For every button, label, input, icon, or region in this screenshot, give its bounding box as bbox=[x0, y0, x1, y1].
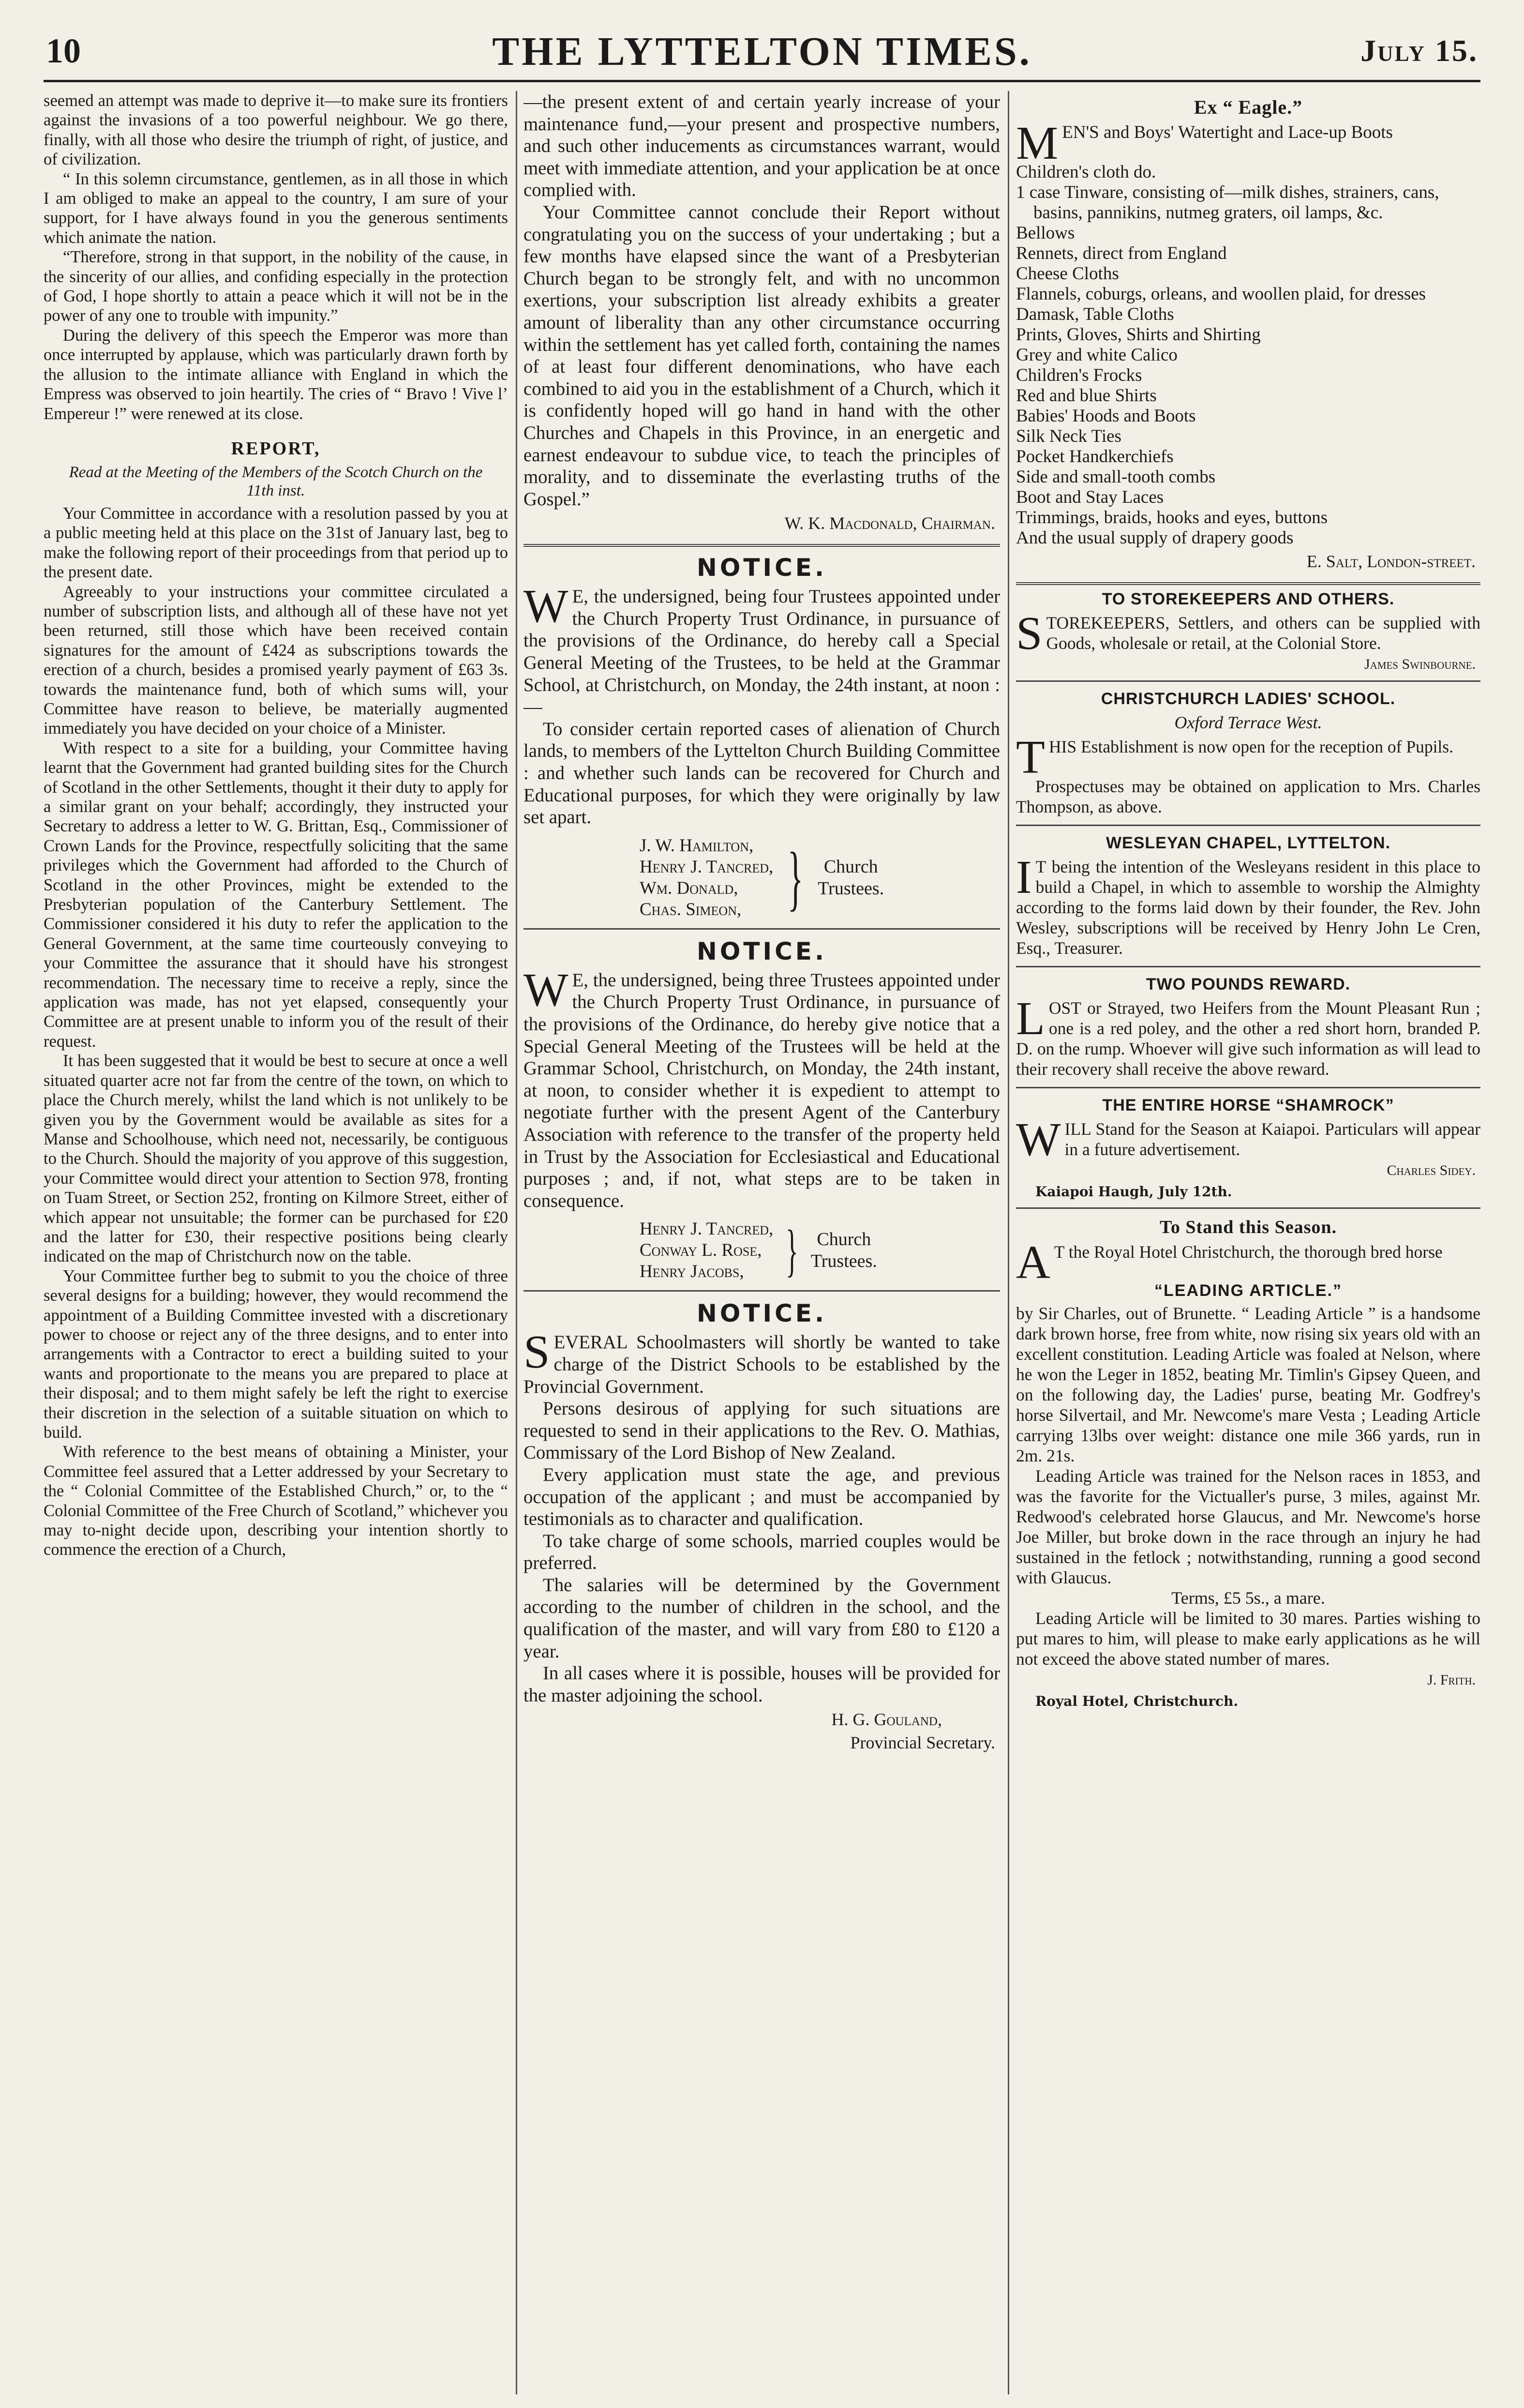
advert-wesleyan-chapel bbox=[1016, 834, 1480, 958]
advert-signature: J. Frith. bbox=[1427, 1672, 1476, 1688]
list-item: Side and small-tooth combs bbox=[1016, 467, 1216, 487]
drop-cap: T bbox=[1016, 731, 1045, 783]
list-item: And the usual supply of drapery goods bbox=[1016, 528, 1294, 548]
signature-name: H. G. Gouland, bbox=[831, 1710, 942, 1730]
article-paragraph: seemed an attempt was made to deprive it—to make sure its frontiers against the invasions of a too powerful neighbour. We go there, finally, with all those who desire the triumph of right, of justice, and of civilization. bbox=[44, 91, 508, 169]
goods-list bbox=[1016, 162, 1480, 548]
list-item: Prints, Gloves, Shirts and Shirting bbox=[1016, 325, 1261, 345]
stud-terms: Terms, £5 5s., a mare. bbox=[1171, 1588, 1325, 1608]
section-rule bbox=[1016, 1207, 1480, 1209]
report-paragraph: Your Committee cannot conclude their Report without congratulating you on the success of your undertaking ; but a few months have elapsed since the want of a Presbyterian Church began to be strongly felt, and with no uncommon exertions, your subscription list already exhibits a greater amount of liberality than any other circumstance occurring within the settlement has yet called forth, containing the names of at least four different denominations, who have each combined to aid you in the establishment of a Church, which it is confidently hoped will go hand in hand with the other Churches and Chapels in this Province, in an energetic and earnest endeavour to subdue vice, to teach the principles of morality, and to disseminate the everlasting truths of the Gospel.” bbox=[523, 201, 1000, 510]
section-rule bbox=[523, 544, 1000, 547]
list-item: Red and blue Shirts bbox=[1016, 386, 1157, 406]
column-divider bbox=[1008, 91, 1009, 2394]
issue-date: July 15. bbox=[1360, 33, 1478, 68]
advert-dateline: Royal Hotel, Christchurch. bbox=[1035, 1693, 1239, 1709]
list-item: Babies' Hoods and Boots bbox=[1016, 406, 1196, 426]
masthead bbox=[46, 24, 1478, 77]
drop-cap: W bbox=[523, 580, 568, 633]
section-rule bbox=[1016, 680, 1480, 682]
trustee-name: Wm. Donald, bbox=[640, 878, 738, 898]
article-paragraph: “ In this solemn circumstance, gentlemen, as in all those in which I am obliged to make an appeal to the country, I am sure of your support, for I have always found in you the generous sentiments which animate the nation. bbox=[44, 169, 508, 247]
trustee-signatures bbox=[523, 1219, 1000, 1282]
trustee-signatures bbox=[523, 835, 1000, 920]
advert-paragraph: STOREKEEPERS, Settlers, and others can be supplied with Goods, wholesale or retail, at the Colonial Store. bbox=[1016, 607, 1480, 660]
trustee-role-line: Trustees. bbox=[810, 1251, 877, 1272]
advert-heading: CHRISTCHURCH LADIES' SCHOOL. bbox=[1101, 690, 1396, 708]
advert-heading: TWO POUNDS REWARD. bbox=[1146, 975, 1351, 993]
column-divider bbox=[516, 91, 517, 2394]
drop-cap: M bbox=[1016, 117, 1059, 169]
report-paragraph: —the present extent of and certain yearly increase of your maintenance fund,—your present and prospective numbers, and such other inducements as circumstances warrant, would meet with immediate attention, and your application be at once complied with. bbox=[523, 91, 1000, 201]
advert-reward bbox=[1016, 975, 1480, 1079]
list-item: Boot and Stay Laces bbox=[1016, 487, 1164, 507]
advert-paragraph: Prospectuses may be obtained on application to Mrs. Charles Thompson, as above. bbox=[1016, 777, 1480, 816]
list-item: Silk Neck Ties bbox=[1016, 426, 1121, 446]
trustee-name: Henry Jacobs, bbox=[640, 1262, 744, 1282]
list-item: Flannels, coburgs, orleans, and woollen plaid, for dresses bbox=[1016, 284, 1426, 304]
advert-heading: Ex “ Eagle.” bbox=[1194, 96, 1303, 118]
signature-title: Provincial Secretary. bbox=[850, 1733, 995, 1753]
trustee-name: Henry J. Tancred, bbox=[640, 857, 774, 877]
notice-meeting-three-trustees bbox=[523, 937, 1000, 1283]
horse-name: “LEADING ARTICLE.” bbox=[1154, 1281, 1342, 1300]
section-rule bbox=[1016, 582, 1480, 585]
drop-cap: W bbox=[1016, 1114, 1061, 1166]
section-rule bbox=[1016, 825, 1480, 826]
drop-cap: W bbox=[523, 963, 568, 1016]
report-subtitle: Read at the Meeting of the Members of the Scotch Church on the 11th inst. bbox=[69, 463, 483, 499]
advert-paragraph: Leading Article was trained for the Nelson races in 1853, and was the favorite for the Victualler's purse, 3 miles, against Mr. Redwood's celebrated horse Glaucus, and Mr. Newcome's horse Joe Miller, but broke down in the race through an injury he had sustained in the fetlock ; notwithstanding, running a good second with Glaucus. bbox=[1016, 1466, 1480, 1587]
advert-signature: E. Salt, London-street. bbox=[1306, 552, 1476, 571]
notice-paragraph: The salaries will be determined by the Government according to the number of children in the school, and the qualification of the master, and will vary from £80 to £120 a year. bbox=[523, 1574, 1000, 1662]
section-rule bbox=[523, 1290, 1000, 1292]
report-paragraph: With reference to the best means of obtaining a Minister, your Committee feel assured that a Letter addressed by your Secretary to the “ Colonial Committee of the Established Church,” or, to the “ Colonial Committee of the Free Church of Scotland,” whichever you may to-night decide upon, describing your intention shortly to commence the erection of a Church, bbox=[44, 1443, 508, 1559]
page-number: 10 bbox=[46, 31, 81, 70]
newspaper-title: THE LYTTELTON TIMES. bbox=[492, 29, 1032, 74]
section-rule bbox=[1016, 1087, 1480, 1088]
goods-first-item: MEN'S and Boys' Watertight and Lace-up Boots bbox=[1016, 117, 1393, 169]
notice-paragraph: In all cases where it is possible, houses will be provided for the master adjoining the school. bbox=[523, 1663, 1000, 1706]
list-item: Pocket Handkerchiefs bbox=[1016, 447, 1174, 467]
trustee-name: Chas. Simeon, bbox=[640, 899, 742, 919]
report-paragraph: With respect to a site for a building, your Committee having learnt that the Government had granted building sites for the Church of Scotland in the other Settlements, thought it their duty to apply for a similar grant on your behalf; accordingly, they instructed your Secretary to address a letter to W. G. Brittan, Esq., Commissioner of Crown Lands for the Province, respectfully soliciting that the same privileges which the Government had afforded to the Church of Scotland in the other Provinces, might be extended to the Presbyterian population of the Canterbury Settlement. The Commissioner considered it his duty to refer the application to the General Government, at the same time courteously conveying to your Committee the assurance that it should have his strongest recommendation. The necessary time to receive a reply, since the application was made, has not yet elapsed, consequently your Committee are at present unable to inform you of the result of their request. bbox=[44, 738, 508, 1051]
drop-cap: S bbox=[523, 1326, 550, 1379]
notice-heading: NOTICE. bbox=[697, 937, 827, 965]
section-rule bbox=[1016, 966, 1480, 967]
drop-cap: L bbox=[1016, 993, 1045, 1045]
trustee-name: Henry J. Tancred, bbox=[640, 1219, 774, 1239]
list-item: Rennets, direct from England bbox=[1016, 243, 1227, 263]
notice-paragraph: Persons desirous of applying for such situations are requested to send in their applications to the Rev. O. Mathias, Commissary of the Lord Bishop of New Zealand. bbox=[523, 1398, 1000, 1463]
trustee-role-line: Trustees. bbox=[818, 878, 884, 899]
advert-subheading: Oxford Terrace West. bbox=[1174, 713, 1322, 732]
list-item: 1 case Tinware, consisting of—milk dishes, strainers, cans, basins, pannikins, nutmeg graters, oil lamps, &c. bbox=[1016, 182, 1439, 223]
advert-paragraph: WILL Stand for the Season at Kaiapoi. Particulars will appear in a future advertisement. bbox=[1016, 1114, 1480, 1166]
advert-heading: TO STOREKEEPERS AND OTHERS. bbox=[1102, 590, 1395, 608]
trustee-role-line: Church bbox=[817, 1229, 871, 1250]
trustee-name: Conway L. Rose, bbox=[640, 1240, 762, 1261]
column-3 bbox=[1016, 91, 1480, 2399]
notice-paragraph: W E, the undersigned, being four Trustees appointed under the Church Property Trust Ordinance, in pursuance of the provisions of the Ordinance, do hereby call a Special General Meeting of the Trustees, to be held at the Grammar School, at Christchurch, on Monday, the 24th instant, at noon :— bbox=[523, 580, 1000, 718]
list-item: Children's Frocks bbox=[1016, 365, 1142, 385]
advert-signature: James Swinbourne. bbox=[1364, 656, 1476, 672]
advert-heading: WESLEYAN CHAPEL, LYTTELTON. bbox=[1106, 834, 1391, 852]
trustee-name: J. W. Hamilton, bbox=[640, 835, 754, 856]
list-item: Trimmings, braids, hooks and eyes, buttons bbox=[1016, 508, 1328, 527]
advert-leading-article bbox=[1016, 1217, 1480, 1709]
advert-paragraph: by Sir Charles, out of Brunette. “ Leading Article ” is a handsome dark brown horse, free from white, now rising six years old with an excellent constitution. Leading Article was foaled at Nelson, where he won the Leger in 1852, beating Mr. Timlin's Gipsey Queen, and on the following day, the Ladies' purse, beating Mr. Godfrey's horse Silvertail, and Mr. Newcome's mare Vesta ; Leading Article carrying 13lbs over weight: distance one mile 366 yards, run in 2m. 21s. bbox=[1016, 1304, 1480, 1465]
brace-glyph: } bbox=[788, 837, 804, 918]
list-item: Cheese Cloths bbox=[1016, 264, 1119, 284]
advert-paragraph: THIS Establishment is now open for the reception of Pupils. bbox=[1016, 731, 1453, 783]
article-paragraph: During the delivery of this speech the Emperor was more than once interrupted by applause, which was particularly drawn forth by the allusion to the intimate alliance with England in which the Empress was observed to join heartily. The cries of “ Bravo ! Vive l’ Empereur !” were renewed at its close. bbox=[44, 326, 508, 423]
advert-storekeepers bbox=[1016, 590, 1480, 673]
advert-paragraph: A T the Royal Hotel Christchurch, the thorough bred horse bbox=[1016, 1236, 1443, 1289]
drop-cap: A bbox=[1016, 1236, 1050, 1289]
notice-paragraph: W E, the undersigned, being three Trustees appointed under the Church Property Trust Ordinance, in pursuance of the provisions of the Ordinance, do hereby give notice that a Special General Meeting of the Trustees will be held at the Grammar School, Christchurch, on Monday, the 24th instant, at noon, to consider whether it is expedient to attempt to negotiate further with the present Agent of the Canterbury Association with reference to the transfer of the property held in Trust by the Association for Ecclesiastical and Educational purposes ; and, if not, what steps are to be taken in consequence. bbox=[523, 963, 1000, 1211]
drop-cap: I bbox=[1016, 851, 1032, 903]
notice-paragraph: Every application must state the age, and previous occupation of the applicant ; and must be accompanied by testimonials as to character and qualification. bbox=[523, 1464, 1000, 1530]
advert-shamrock bbox=[1016, 1096, 1480, 1200]
list-item: Damask, Table Cloths bbox=[1016, 304, 1174, 324]
notice-heading: NOTICE. bbox=[697, 554, 827, 582]
article-paragraph: “Therefore, strong in that support, in the nobility of the cause, in the sincerity of our allies, and confiding especially in the protection of God, I hope shortly to attain a peace which it will not be in the power of any one to trouble with impunity.” bbox=[44, 248, 508, 325]
report-heading: REPORT, bbox=[231, 438, 321, 459]
report-signature: W. K. Macdonald, Chairman. bbox=[784, 513, 995, 533]
notice-schoolmasters bbox=[523, 1299, 1000, 1753]
list-item: Bellows bbox=[1016, 223, 1075, 243]
report-paragraph: Agreeably to your instructions your committee circulated a number of subscription lists, and although all of these have not yet been returned, still those which have been received contain signatures for the amount of £424 as subscriptions towards the erection of a church, besides a promised yearly payment of £63 3s. towards the maintenance fund, both of which sums will, your Committee have reason to believe, be materially augmented immediately you have decided on your choice of a Minister. bbox=[44, 582, 508, 738]
list-item: Grey and white Calico bbox=[1016, 345, 1178, 365]
advert-eagle bbox=[1016, 96, 1480, 572]
advert-heading: To Stand this Season. bbox=[1160, 1217, 1337, 1237]
notice-meeting-four-trustees bbox=[523, 554, 1000, 920]
report-paragraph: Your Committee further beg to submit to you the choice of three several designs for a building; however, they would recommend the appointment of a Building Committee invested with a discretionary power to choose or reject any of the three designs, and to enter into arrangements with a Contractor to erect a building suited to your wants and proportionate to the means you are prepared to place at their disposal; and to them might safely be left the right to exercise their discretion in the selection of a suitable situation on which to build. bbox=[44, 1266, 508, 1442]
notice-heading: NOTICE. bbox=[697, 1299, 827, 1328]
brace-glyph: } bbox=[786, 1218, 799, 1283]
advert-dateline: Kaiapoi Haugh, July 12th. bbox=[1035, 1184, 1232, 1200]
list-item: Children's cloth do. bbox=[1016, 162, 1156, 182]
notice-paragraph: To consider certain reported cases of alienation of Church lands, to members of the Lyttelton Church Building Committee : and whether such lands can be recovered for Church and Educational purposes, for which they were originally by law set apart. bbox=[523, 718, 1000, 828]
advert-ladies-school bbox=[1016, 690, 1480, 817]
column-2 bbox=[523, 91, 1000, 2399]
advert-paragraph: I T being the intention of the Wesleyans resident in this place to build a Chapel, in which to assemble to worship the Almighty according to the forms laid down by their founder, the Rev. John Wesley, subscriptions will be received by Henry John Le Cren, Esq., Treasurer. bbox=[1016, 851, 1480, 958]
report-paragraph: Your Committee in accordance with a resolution passed by you at a public meeting held at this place on the 31st of January last, beg to make the following report of their proceedings from that period up to the present date. bbox=[44, 504, 508, 582]
drop-cap: S bbox=[1016, 607, 1043, 660]
advert-heading: THE ENTIRE HORSE “SHAMROCK” bbox=[1102, 1096, 1394, 1114]
notice-paragraph: To take charge of some schools, married couples would be preferred. bbox=[523, 1530, 1000, 1574]
section-rule bbox=[523, 928, 1000, 930]
advert-paragraph: Leading Article will be limited to 30 mares. Parties wishing to put mares to him, will please to make early applications as he will not exceed the above stated number of mares. bbox=[1016, 1609, 1480, 1669]
report-paragraph: It has been suggested that it would be best to secure at once a well situated quarter acre not far from the centre of the town, on which to place the Church merely, whilst the land which is not unlikely to be given you by the Government would be available as sites for a Manse and Schoolhouse, which need not, necessarily, be contiguous to the Church. Should the majority of you approve of this suggestion, your Committee would direct your attention to Section 978, fronting on Tuam Street, or Section 252, fronting on Kilmore Street, either of which appear not unsuitable; the former can be purchased for £20 and the latter for £30, their respective positions being clearly indicated on the map of Christchurch now on the table. bbox=[44, 1052, 508, 1266]
advert-signature: Charles Sidey. bbox=[1387, 1162, 1476, 1178]
column-1 bbox=[44, 91, 508, 2399]
notice-paragraph: SEVERAL Schoolmasters will shortly be wanted to take charge of the District Schools to be established by the Provincial Government. bbox=[523, 1326, 1000, 1397]
masthead-rule bbox=[44, 80, 1480, 82]
trustee-role-line: Church bbox=[823, 856, 878, 877]
advert-paragraph: LOST or Strayed, two Heifers from the Mount Pleasant Run ; one is a red poley, and the other a red short horn, branded P. D. on the rump. Whoever will give such information as will lead to their recovery shall receive the above reward. bbox=[1016, 993, 1480, 1079]
